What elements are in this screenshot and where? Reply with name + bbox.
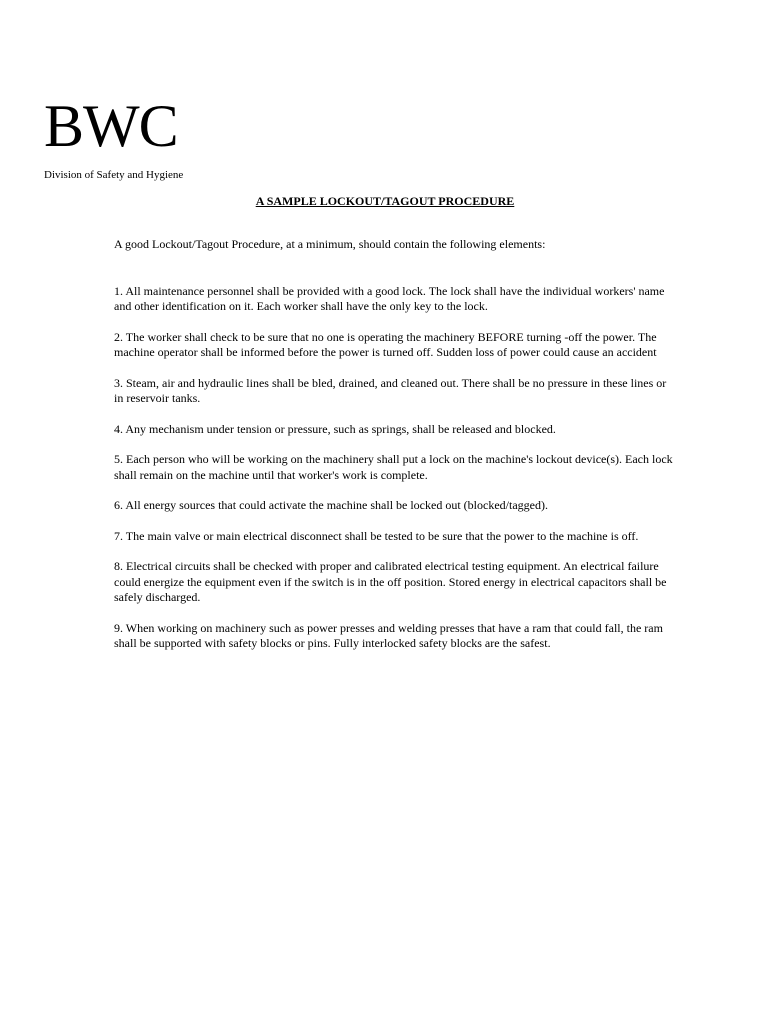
bwc-logo: BWC [44, 93, 178, 159]
intro-paragraph: A good Lockout/Tagout Procedure, at a minimum, should contain the following elements: [114, 237, 546, 251]
procedure-item-1: 1. All maintenance personnel shall be provided with a good lock. The lock shall have the individual workers' name and other identification on it. Each worker shall have the only key to the lock. [114, 283, 665, 313]
procedure-item-7: 7. The main valve or main electrical disconnect shall be tested to be sure that the power to the machine is off. [114, 528, 639, 543]
procedure-item-8: 8. Electrical circuits shall be checked with proper and calibrated electrical testing equipment. An electrical failure could energize the equipment even if the switch is in the off position. Stored energy in electrical capacitors shall be safely discharged. [114, 559, 667, 604]
procedure-item-9: 9. When working on machinery such as power presses and welding presses that have a ram that could fall, the ram shall be supported with safety blocks or pins. Fully interlocked safety blocks are the safest. [114, 620, 663, 650]
division-name: Division of Safety and Hygiene [44, 169, 184, 181]
procedure-item-2: 2. The worker shall check to be sure that no one is operating the machinery BEFORE turning -off the power. The machine operator shall be informed before the power is turned off. Sudden loss of power could cause an accident [114, 329, 657, 359]
procedure-item-4: 4. Any mechanism under tension or pressure, such as springs, shall be released and blocked. [114, 421, 556, 436]
document-title: A SAMPLE LOCKOUT/TAGOUT PROCEDURE [255, 194, 515, 208]
procedure-item-3: 3. Steam, air and hydraulic lines shall be bled, drained, and cleaned out. There shall be no pressure in these lines or in reservoir tanks. [114, 375, 667, 405]
procedure-body [114, 237, 674, 667]
procedure-item-5: 5. Each person who will be working on the machinery shall put a lock on the machine's lockout device(s). Each lock shall remain on the machine until that worker's work is complete. [114, 452, 673, 482]
procedure-item-6: 6. All energy sources that could activate the machine shall be locked out (blocked/tagged). [114, 498, 548, 512]
